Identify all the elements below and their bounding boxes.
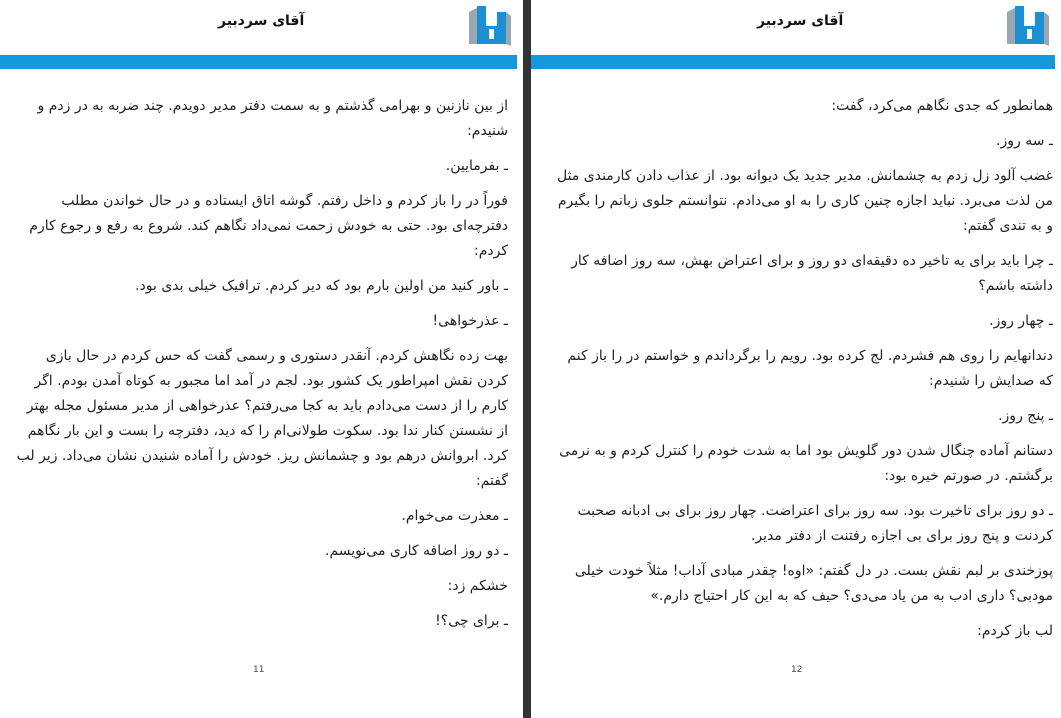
- paragraph: فوراً در را باز کردم و داخل رفتم. گوشه اتاق ایستاده و در حال خواندن مطلب دفترچه‌ای بود. حتی به خودش زحمت نمی‌داد نگاهم کند. شروع به رفع و رجوع کارم کردم:: [29, 193, 508, 259]
- paragraph: ـ بفرمایین.: [445, 158, 508, 174]
- page-12: [531, 0, 1061, 718]
- header-title: آقای سردبیر: [218, 13, 305, 29]
- paragraph: ـ سه روز.: [996, 133, 1053, 149]
- paragraph: از بین نازنین و بهرامی گذشتم و به سمت دفتر مدیر دویدم. چند ضربه به در زدم و شنیدم:: [37, 98, 508, 139]
- page-header: [0, 0, 523, 55]
- paragraph: ـ معذرت می‌خوام.: [401, 508, 508, 524]
- header-accent-bar: [0, 55, 517, 69]
- page-number: 11: [253, 665, 265, 675]
- paragraph: بهت زده نگاهش کردم. آنقدر دستوری و رسمی گفت که حس کردم در حال بازی کردن نقش امپراطور یک کشور بود. لجم در آمد اما مجبور به کوتاه آمدن بودم. اگر کارم را از دست می‌دادم باید به کجا می‌رفتم؟ عذرخواهی از مدیر مسئول مجله بهتر از نشستن کنار ندا بود. سکوت طولانی‌ام را که دید، دفترچه را بست و این بار نگاهم کرد. ابروانش درهم بود و چشمانش ریز. خودش را آماده شنیدن نشان می‌داد. زیر لب گفتم:: [16, 348, 508, 489]
- page-body: [549, 94, 1053, 654]
- publisher-logo-icon: [467, 4, 513, 48]
- paragraph: خشکم زد:: [447, 578, 508, 594]
- header-title: آقای سردبیر: [757, 13, 844, 29]
- page-body: [16, 94, 508, 644]
- paragraph: دندانهایم را روی هم فشردم. لج کرده بود. رویم را برگرداندم و خواستم در را باز کنم که صدایش را شنیدم:: [567, 348, 1053, 389]
- paragraph: ـ پنج روز.: [998, 408, 1053, 424]
- paragraph: ـ دو روز برای تاخیرت بود. سه روز برای اعتراضت. چهار روز برای بی ادبانه صحبت کردنت و پنج روز برای بی اجازه رفتنت از دفتر مدیر.: [577, 503, 1053, 544]
- publisher-logo-icon: [1005, 4, 1051, 48]
- paragraph: ـ دو روز اضافه کاری می‌نویسم.: [325, 543, 508, 559]
- paragraph: ـ عذرخواهی!: [432, 313, 508, 329]
- paragraph: دستانم آماده چنگال شدن دور گلویش بود اما به شدت خودم را کنترل کردم و به نرمی برگشتم. در صورتم خیره بود:: [559, 443, 1053, 484]
- page-header: [531, 0, 1061, 55]
- paragraph: ـ برای چی؟!: [435, 613, 508, 629]
- paragraph: پوزخندی بر لبم نقش بست. در دل گفتم: «اوه! چقدر مبادی آداب! مثلاً خودت خیلی مودبی؟ داری ادب به من یاد می‌دی؟ حیف که به این کار احتیاج دارم.»: [574, 563, 1053, 604]
- paragraph: غضب آلود زل زدم به چشمانش. مدیر جدید یک دیوانه بود. از عذاب دادن کارمندی مثل من لذت می‌برد. نباید اجازه چنین کاری را به او می‌دادم. نتوانستم جلوی زبانم را بگیرم و به تندی گفتم:: [556, 168, 1053, 234]
- paragraph: ـ باور کنید من اولین بارم بود که دیر کردم. ترافیک خیلی بدی بود.: [135, 278, 508, 294]
- header-accent-bar: [531, 55, 1055, 69]
- paragraph: همانطور که جدی نگاهم می‌کرد، گفت:: [831, 98, 1053, 114]
- paragraph: ـ چرا باید برای یه تاخیر ده دقیقه‌ای دو روز و برای اعتراض بهش، سه روز اضافه کار داشته باشم؟: [571, 253, 1053, 294]
- page-number: 12: [791, 665, 803, 675]
- page-11: [0, 0, 523, 718]
- paragraph: ـ چهار روز.: [989, 313, 1053, 329]
- paragraph: لب باز کردم:: [977, 623, 1053, 639]
